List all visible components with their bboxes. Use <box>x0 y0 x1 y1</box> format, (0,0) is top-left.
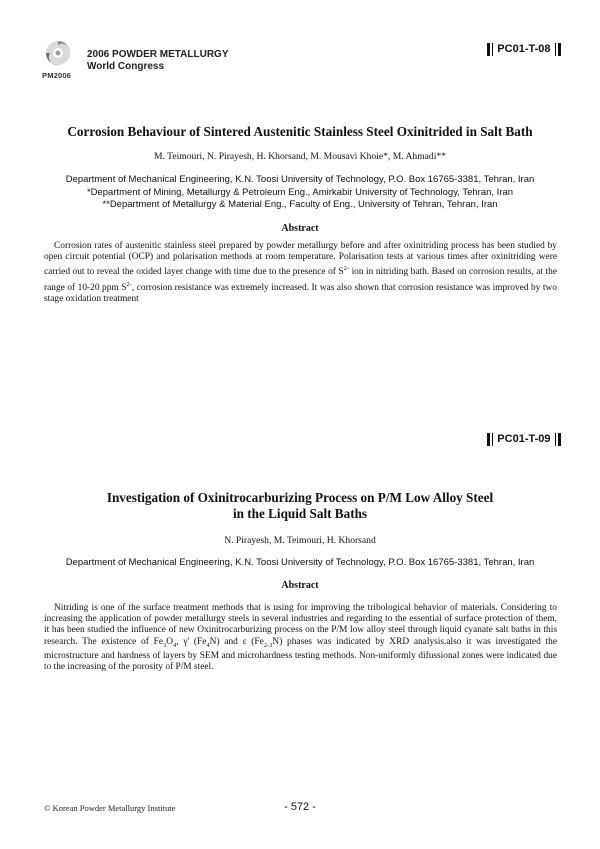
tag-bar-left <box>487 43 490 56</box>
paper-code-tag <box>486 432 562 446</box>
affiliation-line: Department of Mechanical Engineering, K.N. Toosi University of Technology, P.O. Box 16765-3381, Tehran, Iran <box>65 174 535 185</box>
swirl-logo-icon <box>42 40 74 70</box>
conference-title-line2: World Congress <box>87 61 165 72</box>
paper-title-line1: Investigation of Oxinitrocarburizing Process on P/M Low Alloy Steel <box>106 490 494 505</box>
abstract-body <box>44 603 557 673</box>
tag-bar-right-thin <box>555 433 557 446</box>
page-number: - 572 - <box>284 801 316 813</box>
paper-authors: N. Pirayesh, M. Teimouri, H. Khorsand <box>224 535 376 546</box>
paper-title: Corrosion Behaviour of Sintered Austenitic Stainless Steel Oxinitrided in Salt Bath <box>67 124 533 139</box>
paper-title-line2: in the Liquid Salt Baths <box>232 506 368 521</box>
abstract-text: N) and ε (Fe <box>209 636 264 647</box>
paper-code-tag <box>486 42 562 56</box>
subscript: 4 <box>173 641 177 649</box>
superscript: 2- <box>126 280 132 288</box>
superscript: 2- <box>343 265 350 273</box>
abstract-body <box>44 241 557 305</box>
affiliation-line: *Department of Mining, Metallurgy & Petroleum Eng., Amirkabir University of Technology, Tehran, Iran <box>86 186 514 198</box>
abstract-text: , corrosion resistance was extremely increased. It was also shown that corrosion resistance was improved by two stage oxidation treatment <box>44 282 557 305</box>
conference-header <box>38 40 268 90</box>
subscript: 3 <box>162 641 167 649</box>
subscript: 2-3 <box>263 641 273 649</box>
abstract-text: Nitriding is one of the surface treatment methods that is using for improving the tribological behavior of materials. Considering to increasing the application of powder metallurgy steels in several industries and regarding to the essential of surface protection of them, it has been studied the influence of new Oxinitrocarburizing process on the P/M low alloy steel through liquid cyanate salt baths in this research. The existence of Fe <box>44 603 557 647</box>
abstract-heading: Abstract <box>281 223 319 234</box>
abstract-heading: Abstract <box>281 580 319 591</box>
tag-bar-left <box>487 433 490 446</box>
footer-copyright: © Korean Powder Metallurgy Institute <box>44 803 176 813</box>
abstract-text: Corrosion rates of austenitic stainless steel prepared by powder metallurgy before and after oxinitriding process has been studied by open circuit potential (OCP) and polarisation methods at room temperature. Polarisation tests at various times after oxinitriding were carried out to reveal the oxided layer change with time due to the presence of S <box>44 241 557 278</box>
conference-title <box>87 49 229 73</box>
affiliation-line: **Department of Metallurgy & Material Eng., Faculty of Eng., University of Tehran, Tehran, Iran <box>102 199 498 210</box>
paper-title <box>40 490 560 522</box>
abstract-text: O <box>166 636 174 647</box>
subscript: 4 <box>206 641 210 649</box>
tag-bar-right <box>558 433 561 446</box>
logo-text: PM2006 <box>42 71 72 80</box>
tag-bar-right-thin <box>555 43 557 56</box>
paper-authors: M. Teimouri, N. Pirayesh, H. Khorsand, M. Mousavi Khoie*, M. Ahmadi** <box>153 151 446 162</box>
abstract-text: ion in nitriding bath. Based on corrosion results, at the range of 10-20 ppm S <box>44 267 557 293</box>
tag-bar-left-thin <box>492 43 494 56</box>
tag-bar-right <box>558 43 561 56</box>
tag-bar-left-thin <box>492 433 494 446</box>
conference-title-line1: 2006 POWDER METALLURGY <box>87 49 229 60</box>
affiliation-line: Department of Mechanical Engineering, K.N. Toosi University of Technology, P.O. Box 16765-3381, Tehran, Iran <box>65 557 535 568</box>
abstract-text: N) phases was indicated by XRD analysis.also it was investigated the microstructure and hardness of layers by SEM and microhardness testing methods. Non-uniformly difussional zones were indicated due to the increasing of the porosity of P/M steel. <box>44 636 557 672</box>
paper-code: PC01-T-08 <box>497 43 551 55</box>
paper-code: PC01-T-09 <box>497 433 551 445</box>
pm2006-logo <box>38 40 74 82</box>
abstract-text: , γ' (Fe <box>176 636 207 647</box>
affiliations <box>40 174 560 212</box>
